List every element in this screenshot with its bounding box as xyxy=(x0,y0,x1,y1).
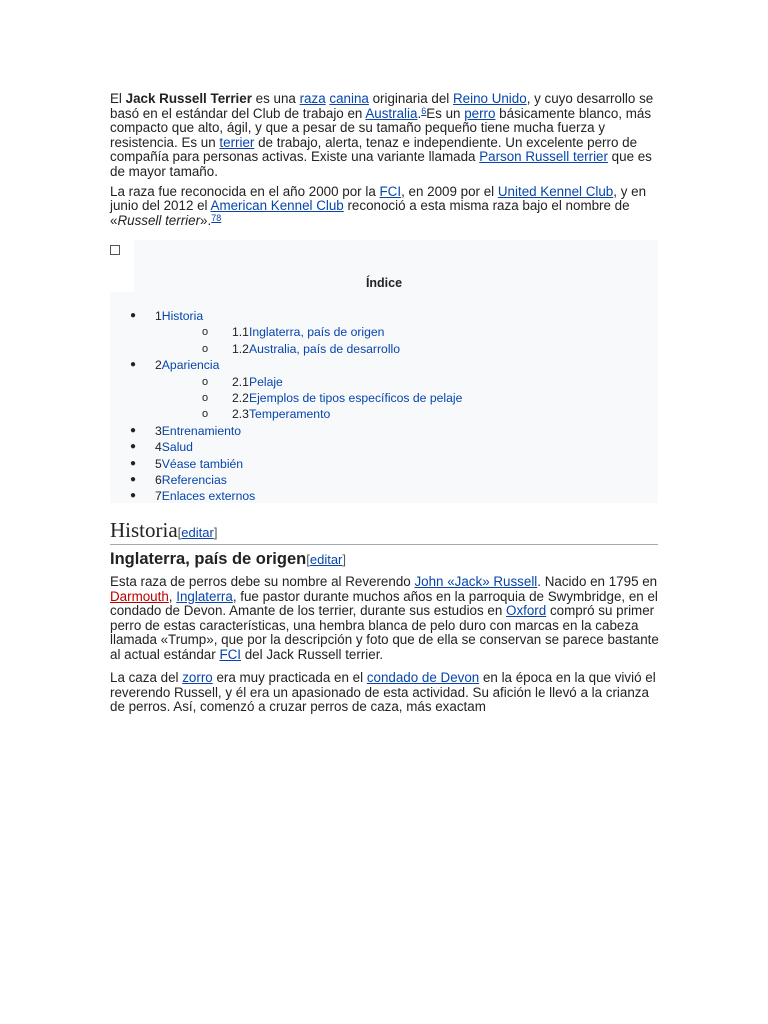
toc-number: 2.3 xyxy=(232,407,249,422)
toc-entry xyxy=(232,341,400,357)
edit-section xyxy=(306,552,346,567)
section-heading-inglaterra xyxy=(110,549,658,570)
inglaterra-paragraph-2-container xyxy=(110,671,660,715)
toc-entry xyxy=(155,488,255,504)
text: La raza fue reconocida en el año 2000 por la xyxy=(110,183,380,199)
toc-link[interactable]: Véase también xyxy=(161,456,244,471)
toc-entry xyxy=(155,423,241,439)
toc-entry xyxy=(232,324,384,340)
text: del Jack Russell terrier. xyxy=(241,646,384,662)
text: , fue pastor durante muchos años en la parroquia de Swymbridge, en el condado de Devon. Amante de los terrier, durante sus estudios en xyxy=(110,588,658,619)
article-subject: Jack Russell Terrier xyxy=(125,91,252,106)
section-heading-historia xyxy=(110,518,658,545)
toc-bullet: o xyxy=(202,408,209,421)
toc-bullet: o xyxy=(202,326,209,339)
link-perro[interactable]: perro xyxy=(464,105,496,121)
toc-number: 1 xyxy=(155,309,162,323)
text: ». xyxy=(200,212,212,228)
link-australia[interactable]: Australia xyxy=(365,105,418,121)
text: , xyxy=(168,588,177,604)
toc-link[interactable]: Australia, país de desarrollo xyxy=(248,341,401,356)
text: . Nacido en 1795 en xyxy=(537,574,658,589)
toc-number: 5 xyxy=(155,456,162,471)
toc-link[interactable]: Apariencia xyxy=(161,358,220,373)
italic-name: Russell terrier xyxy=(117,212,201,228)
link-condado-de-devon[interactable]: condado de Devon xyxy=(366,670,480,685)
link-united-kennel-club[interactable]: United Kennel Club xyxy=(497,183,614,199)
toc-item[interactable] xyxy=(110,406,658,422)
edit-link[interactable]: editar xyxy=(309,552,343,567)
toc-link[interactable]: Entrenamiento xyxy=(161,423,242,438)
toc-link[interactable]: Historia xyxy=(161,309,204,323)
toc-link[interactable]: Temperamento xyxy=(248,407,331,422)
toc-item[interactable] xyxy=(110,357,658,373)
inglaterra-paragraph-1 xyxy=(110,575,660,663)
toc-number: 7 xyxy=(155,489,162,504)
inglaterra-paragraph-1-container xyxy=(110,575,660,663)
toc-number: 2 xyxy=(155,358,162,373)
link-fci[interactable]: FCI xyxy=(379,183,402,199)
toc-bullet: ● xyxy=(130,359,137,371)
toc-item[interactable] xyxy=(110,308,658,324)
text: es una xyxy=(251,91,300,106)
toc-toggle-checkbox[interactable] xyxy=(110,245,120,255)
link-reino-unido[interactable]: Reino Unido xyxy=(452,91,527,106)
toc-item[interactable] xyxy=(110,423,658,439)
bracket: ] xyxy=(213,525,218,540)
text: Es un xyxy=(426,105,465,121)
text: originaria del xyxy=(368,91,453,106)
text: que es de mayor tamaño. xyxy=(110,149,652,179)
intro-paragraph-1 xyxy=(110,92,660,180)
toc-link[interactable]: Referencias xyxy=(161,472,227,487)
text: compró su primer perro de estas características, una hembra blanca de pelo duro con marcas en la cabeza llamada «Trump», que por la descripción y foto que de ella se conservan se parece bastante al actual estándar xyxy=(110,603,659,662)
toc-bullet: ● xyxy=(130,310,137,321)
toc-item[interactable] xyxy=(110,439,658,455)
toc-number: 1.1 xyxy=(232,325,249,340)
toc-entry xyxy=(155,472,227,488)
table-of-contents xyxy=(110,240,658,503)
link-parson-russell-terrier[interactable]: Parson Russell terrier xyxy=(479,149,608,165)
toc-number: 4 xyxy=(155,440,162,455)
toc-number: 6 xyxy=(155,472,162,487)
toc-bullet: ● xyxy=(130,424,137,436)
link-terrier[interactable]: terrier xyxy=(219,134,255,150)
link-fci[interactable]: FCI xyxy=(219,646,242,662)
heading-text: Inglaterra, país de origen xyxy=(110,550,307,568)
toc-number: 3 xyxy=(155,423,162,438)
text: . xyxy=(417,105,422,121)
toc-entry xyxy=(155,357,219,373)
toc-entry xyxy=(155,308,203,324)
toc-item[interactable] xyxy=(110,456,658,472)
text: en la época en la que vivió el reverendo Russell, y él era un apasionado de esta actividad. Su afición le llevó a la crianza de perros. Así, comenzó a cruzar perros de caza, más exactam xyxy=(110,670,656,715)
link-oxford[interactable]: Oxford xyxy=(506,603,547,619)
toc-link[interactable]: Ejemplos de tipos específicos de pelaje xyxy=(248,390,463,405)
reference-link[interactable]: 6 xyxy=(421,105,427,116)
toc-bullet: o xyxy=(202,342,209,355)
bracket: [ xyxy=(306,552,310,567)
reference-link[interactable]: 78 xyxy=(211,212,222,223)
text: La caza del xyxy=(110,670,183,685)
text: , y cuyo desarrollo se basó en el estándar del Club de trabajo en xyxy=(110,91,654,121)
edit-link[interactable]: editar xyxy=(181,525,214,540)
toc-number: 2.1 xyxy=(232,374,249,389)
toc-link[interactable]: Enlaces externos xyxy=(161,489,256,504)
toc-link[interactable]: Salud xyxy=(161,440,193,455)
toc-entry xyxy=(232,390,462,406)
link-darmouth[interactable]: Darmouth xyxy=(110,588,169,604)
toc-item[interactable] xyxy=(110,390,658,406)
toc-bullet: ● xyxy=(130,473,137,485)
inglaterra-paragraph-2 xyxy=(110,671,660,715)
link-john-russell[interactable]: John «Jack» Russell xyxy=(414,574,538,589)
toc-item[interactable] xyxy=(110,324,658,340)
toc-entry xyxy=(155,439,193,455)
toc-link[interactable]: Pelaje xyxy=(248,374,283,389)
link-canina[interactable]: canina xyxy=(329,91,369,106)
toc-entry xyxy=(155,456,243,472)
toc-bullet: o xyxy=(202,375,209,388)
toc-bullet: ● xyxy=(130,490,137,502)
text: Esta raza de perros debe su nombre al Reverendo xyxy=(110,574,415,589)
link-american-kennel-club[interactable]: American Kennel Club xyxy=(210,198,344,214)
edit-section xyxy=(178,525,218,540)
text: , en 2009 por el xyxy=(401,183,498,199)
toc-entry xyxy=(232,374,283,390)
toc-bullet: ● xyxy=(130,457,137,469)
link-raza[interactable]: raza xyxy=(299,91,326,106)
heading-text: Historia xyxy=(110,518,178,542)
toc-bullet: o xyxy=(202,391,209,404)
text: básicamente blanco, más compacto que alto, ágil, y que a pesar de su tamaño pequeño tiene mucha fuerza y resistencia. Es un xyxy=(110,105,652,150)
toc-item[interactable] xyxy=(110,374,658,390)
text: reconoció a esta misma raza bajo el nombre de « xyxy=(110,198,630,228)
toc-entry xyxy=(232,406,330,422)
toc-title: Índice xyxy=(365,276,403,290)
text: , y en junio del 2012 el xyxy=(110,183,647,214)
toc-item[interactable] xyxy=(110,472,658,488)
toc-number: 1.2 xyxy=(232,341,249,356)
text: era muy practicada en el xyxy=(212,670,367,685)
bracket: [ xyxy=(177,525,182,540)
bracket: ] xyxy=(342,552,347,567)
toc-item[interactable] xyxy=(110,341,658,357)
intro-paragraph-2 xyxy=(110,185,660,229)
toc-link[interactable]: Inglaterra, país de origen xyxy=(248,325,385,340)
intro-section xyxy=(110,92,660,228)
toc-item[interactable] xyxy=(110,488,658,504)
toc-list xyxy=(110,308,658,505)
link-inglaterra[interactable]: Inglaterra xyxy=(176,588,233,604)
link-zorro[interactable]: zorro xyxy=(182,670,213,685)
toc-number: 2.2 xyxy=(232,390,249,405)
text: El xyxy=(110,91,126,106)
text: de trabajo, alerta, tenaz e independiente. Un excelente perro de compañía para personas activas. Existe una variante llamada xyxy=(110,134,638,165)
toc-bullet: ● xyxy=(130,441,137,453)
